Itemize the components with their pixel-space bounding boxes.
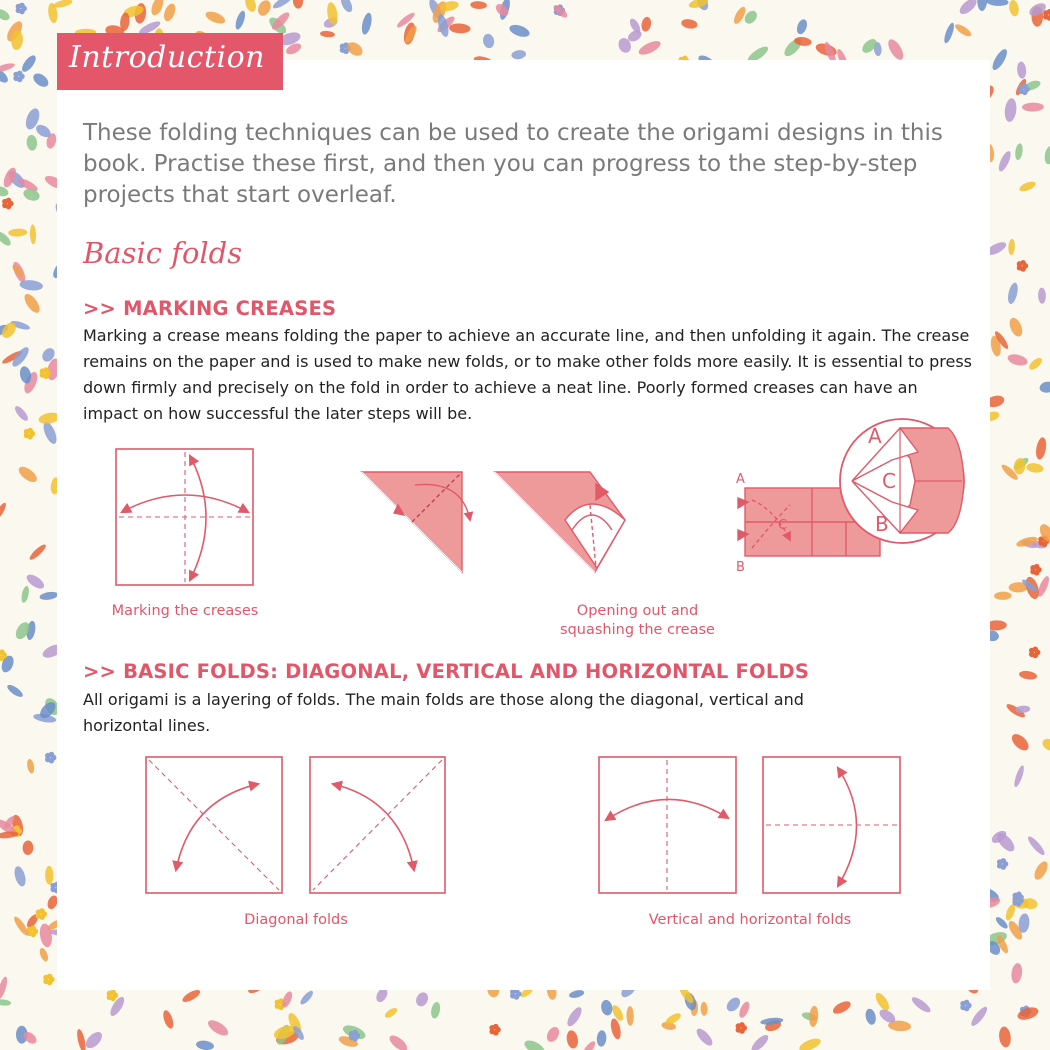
label-b-small: B [736, 560, 745, 575]
label-a-small: A [736, 472, 745, 487]
caption-opening-line2: squashing the crease [560, 622, 715, 638]
label-c-small: C [778, 518, 788, 533]
marking-creases-text: Marking a crease means folding the paper to achieve an accurate line, and then unfolding it again. The crease remains on the paper and is used to make new folds, or to make other folds more easily. It is essential to press down firmly and precisely on the fold in order to achieve a neat line. Poorly formed creases can have an impact on how successful the later steps will be. [83, 326, 973, 423]
intro-lead-text: These folding techniques can be used to create the origami designs in this book. Practise these first, and then you can progress to the step-by-step projects that start overleaf. [83, 120, 943, 208]
label-c-big: C [882, 469, 896, 493]
caption-vertical-horizontal: Vertical and horizontal folds [648, 912, 852, 928]
caption-opening-line1: Opening out and [576, 603, 699, 619]
basic-folds-heading: >> BASIC FOLDS: DIAGONAL, VERTICAL AND HORIZONTAL FOLDS [83, 660, 810, 683]
caption-diagonal-folds: Diagonal folds [244, 912, 348, 928]
label-b-big: B [875, 512, 889, 536]
vertical-fold [599, 757, 736, 893]
section-title: Basic folds [83, 236, 243, 270]
diagonal-fold-2 [310, 757, 445, 893]
caption-marking-creases: Marking the creases [111, 603, 259, 619]
horizontal-fold [763, 757, 900, 893]
label-a-big: A [868, 424, 882, 448]
basic-folds-text: All origami is a layering of folds. The main folds are those along the diagonal, vertical and horizontal lines. [83, 690, 804, 735]
marking-creases-heading: >> MARKING CREASES [83, 297, 337, 320]
intro-title: Introduction [69, 40, 265, 75]
diagonal-fold-1 [146, 757, 282, 893]
